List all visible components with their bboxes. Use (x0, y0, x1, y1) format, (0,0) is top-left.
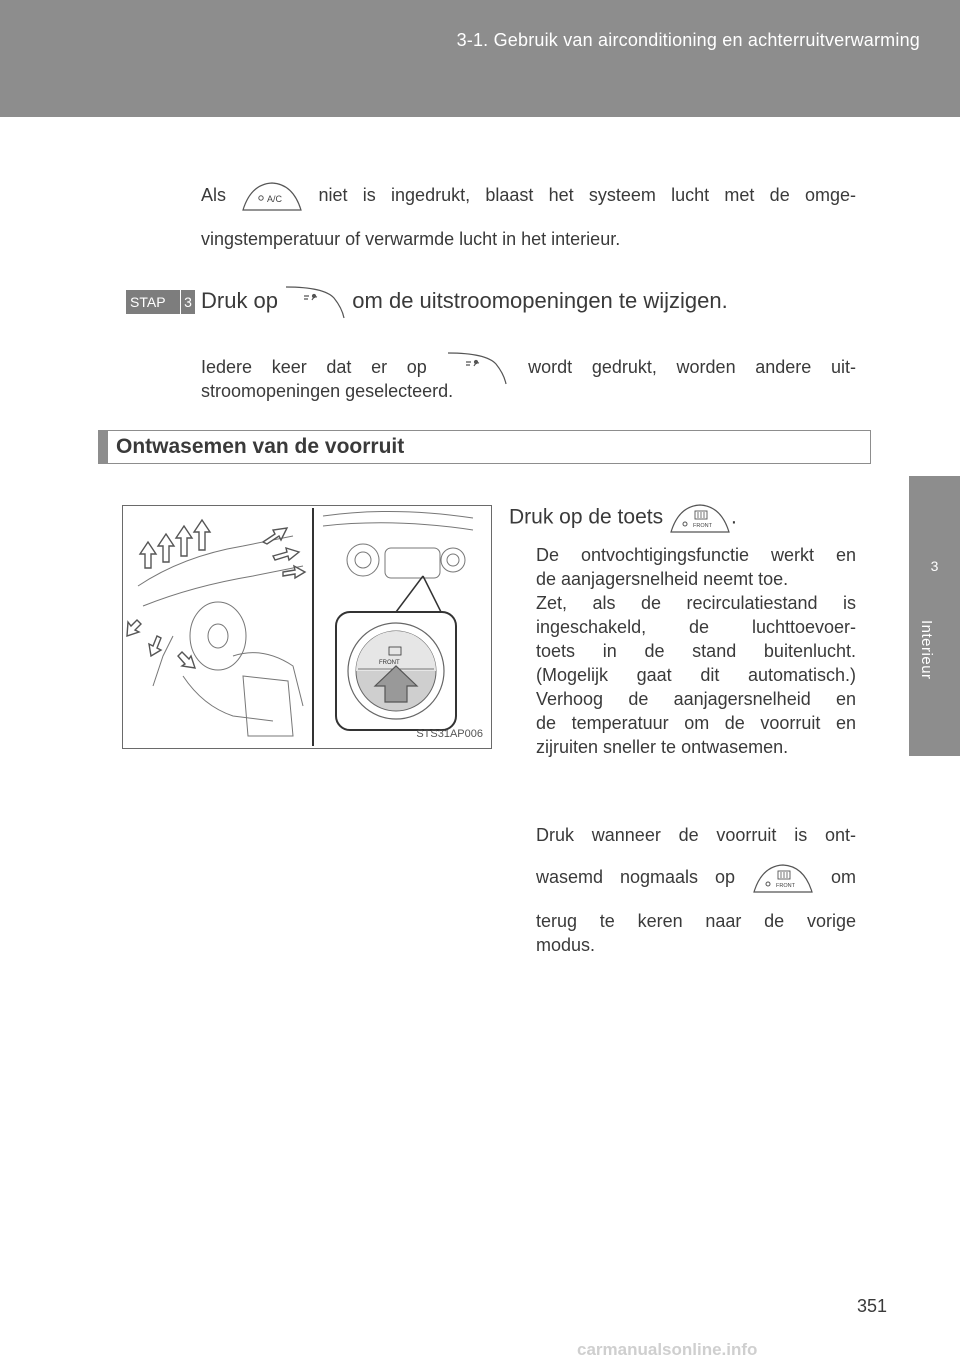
defrost-line-7: de temperatuur om de voorruit en (536, 713, 856, 733)
mode-text-after: wordt gedrukt, worden andere uit- (528, 356, 856, 377)
step-badge-number: 3 (180, 290, 195, 314)
defrost-again-line3: terug te keren naar de vorige (536, 911, 856, 931)
defrost-line-2: Zet, als de recirculatiestand is (536, 593, 856, 613)
mode-text-before: Iedere keer dat er op (201, 356, 427, 377)
defrost-line-6: Verhoog de aanjagersnelheid en (536, 689, 856, 709)
defrost-line-8: zijruiten sneller te ontwasemen. (536, 737, 789, 757)
defrost-again-after: om (830, 866, 856, 887)
front-button-label-2: FRONT (776, 883, 795, 889)
chapter-number: 3 (930, 558, 939, 574)
page-header (0, 0, 960, 117)
chapter-side-tab (909, 476, 960, 756)
front-button-label: FRONT (692, 523, 712, 529)
defrost-description (536, 543, 856, 759)
step3-instruction (201, 284, 728, 320)
defrost-press-instruction (509, 502, 737, 534)
section-title: Ontwasemen van de voorruit (116, 435, 405, 458)
dashboard-figure (122, 505, 492, 749)
ac-text-after: niet is ingedrukt, blaast het systeem lucht met de omge- (318, 184, 856, 205)
ac-paragraph-line1 (201, 180, 856, 212)
defrost-line-5: (Mogelijk gaat dit automatisch.) (536, 665, 856, 685)
chapter-side-label: Interieur (918, 620, 935, 680)
ac-button-icon (241, 180, 303, 212)
defrost-again-line2 (536, 862, 856, 894)
front-defroster-button-icon (669, 502, 731, 534)
watermark: carmanualsonline.info (577, 1340, 758, 1359)
mode-paragraph-line2: stroomopeningen geselecteerd. (201, 381, 454, 401)
defrost-again-line1: Druk wanneer de voorruit is ont- (536, 825, 856, 845)
page-number: 351 (857, 1296, 888, 1316)
defrost-line-0: De ontvochtigingsfunctie werkt en (536, 545, 856, 565)
section-heading (98, 430, 871, 464)
defrost-line-4: toets in de stand buitenlucht. (536, 641, 856, 661)
ac-button-label: A/C (267, 194, 283, 204)
defrost-again-line4: modus. (536, 935, 596, 955)
step-badge-word: STAP (130, 294, 166, 310)
figure-front-label: FRONT (379, 660, 400, 666)
step-badge (126, 290, 194, 314)
defrost-press-after: . (730, 505, 737, 529)
defrost-line-3: ingeschakeld, de luchttoevoer- (536, 617, 856, 637)
ac-text-before: Als (201, 184, 227, 205)
defrost-line-1: de aanjagersnelheid neemt toe. (536, 569, 789, 589)
figure-code: STS31AP006 (416, 728, 483, 740)
step3-text-before: Druk op (201, 287, 279, 313)
defrost-press-before: Druk op de toets (509, 505, 664, 529)
defrost-again-before: wasemd nogmaals op (536, 866, 736, 887)
front-defroster-button-icon-2 (752, 862, 814, 894)
airflow-mode-button-icon (284, 284, 346, 320)
chapter-title: 3-1. Gebruik van airconditioning en achterruitverwarming (456, 30, 920, 50)
dashboard-illustration (123, 506, 491, 748)
step3-text-after: om de uitstroomopeningen te wijzigen. (352, 287, 728, 313)
ac-paragraph-line2: vingstemperatuur of verwarmde lucht in het interieur. (201, 229, 621, 249)
